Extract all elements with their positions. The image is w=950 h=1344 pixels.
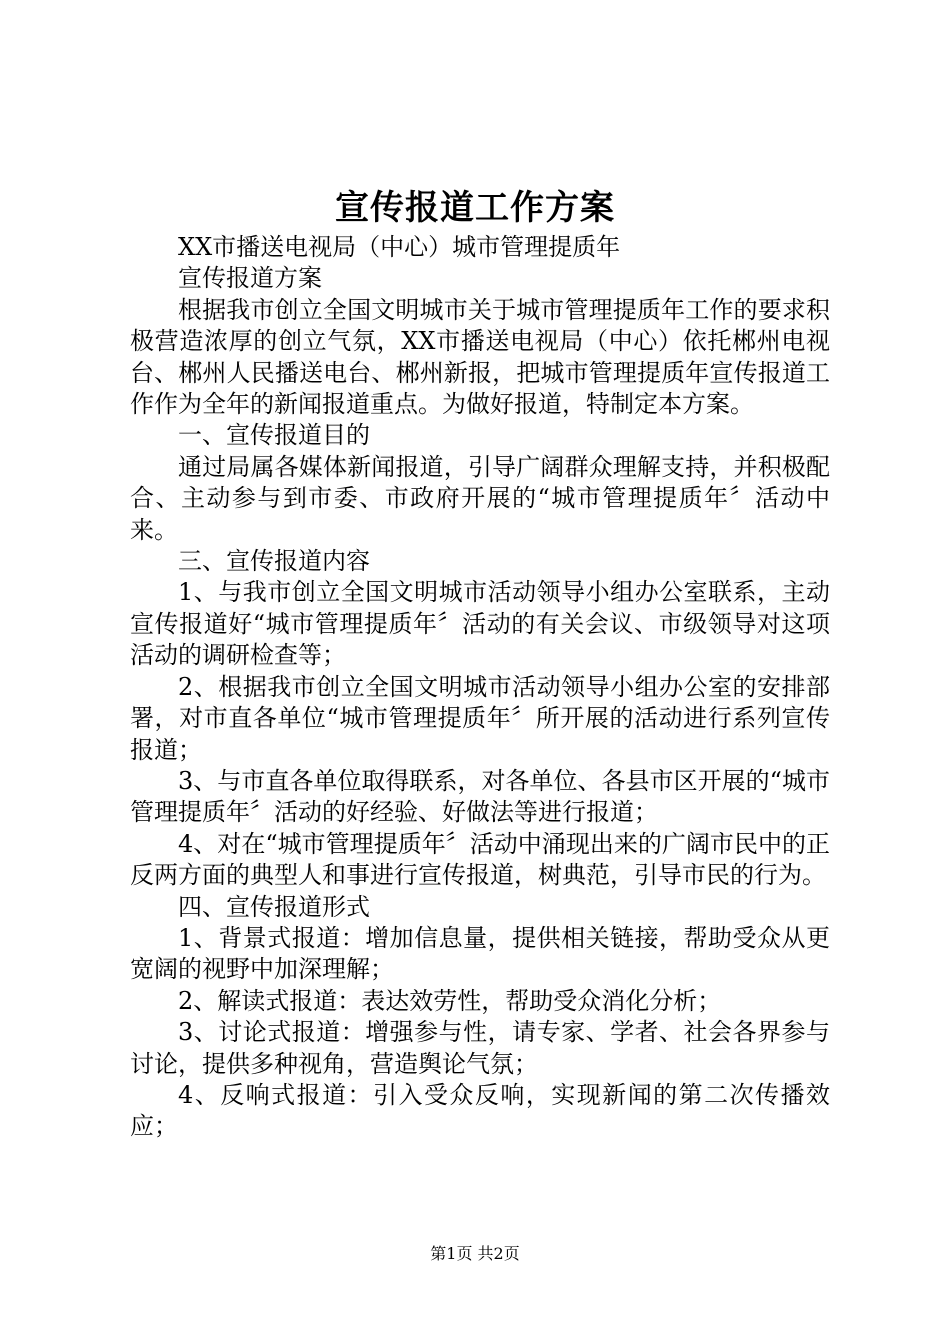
- document-title: 宣传报道工作方案: [335, 188, 615, 228]
- document-body: [130, 232, 830, 1143]
- list-item: 3、讨论式报道：增强参与性，请专家、学者、社会各界参与讨论，提供多种视角，营造舆论气氛；: [130, 1018, 830, 1078]
- list-item: 2、根据我市创立全国文明城市活动领导小组办公室的安排部署，对市直各单位“城市管理提质年〞所开展的活动进行系列宣传报道；: [130, 672, 830, 764]
- section-heading: 一、宣传报道目的: [178, 421, 370, 450]
- page-footer: 第1页 共2页: [430, 1244, 520, 1263]
- paragraph: 通过局属各媒体新闻报道，引导广阔群众理解支持，并积极配合、主动参与到市委、市政府开展的“城市管理提质年〞活动中来。: [130, 452, 830, 544]
- list-item: 2、解读式报道：表达效劳性，帮助受众消化分析；: [178, 986, 722, 1015]
- paragraph: 根据我市创立全国文明城市关于城市管理提质年工作的要求积极营造浓厚的创立气氛，XX市播送电视局（中心）依托郴州电视台、郴州人民播送电台、郴州新报，把城市管理提质年宣传报道工作作为全年的新闻报道重点。为做好报道，特制定本方案。: [130, 295, 830, 419]
- list-item: 3、与市直各单位取得联系，对各单位、各县市区开展的“城市管理提质年〞活动的好经验、好做法等进行报道；: [130, 766, 830, 827]
- section-heading: 三、宣传报道内容: [178, 547, 370, 576]
- list-item: 1、与我市创立全国文明城市活动领导小组办公室联系，主动宣传报道好“城市管理提质年〞活动的有关会议、市级领导对这项活动的调研检查等；: [130, 578, 830, 670]
- list-item: 4、反响式报道：引入受众反响，实现新闻的第二次传播效应；: [130, 1080, 830, 1141]
- list-item: 1、背景式报道：增加信息量，提供相关链接，帮助受众从更宽阔的视野中加深理解；: [130, 923, 830, 984]
- list-item: 4、对在“城市管理提质年〞活动中涌现出来的广阔市民中的正反两方面的典型人和事进行宣传报道，树典范，引导市民的行为。: [130, 829, 830, 890]
- paragraph: XX市播送电视局（中心）城市管理提质年: [178, 233, 621, 261]
- section-heading: 四、宣传报道形式: [178, 892, 370, 921]
- paragraph: 宣传报道方案: [178, 264, 322, 293]
